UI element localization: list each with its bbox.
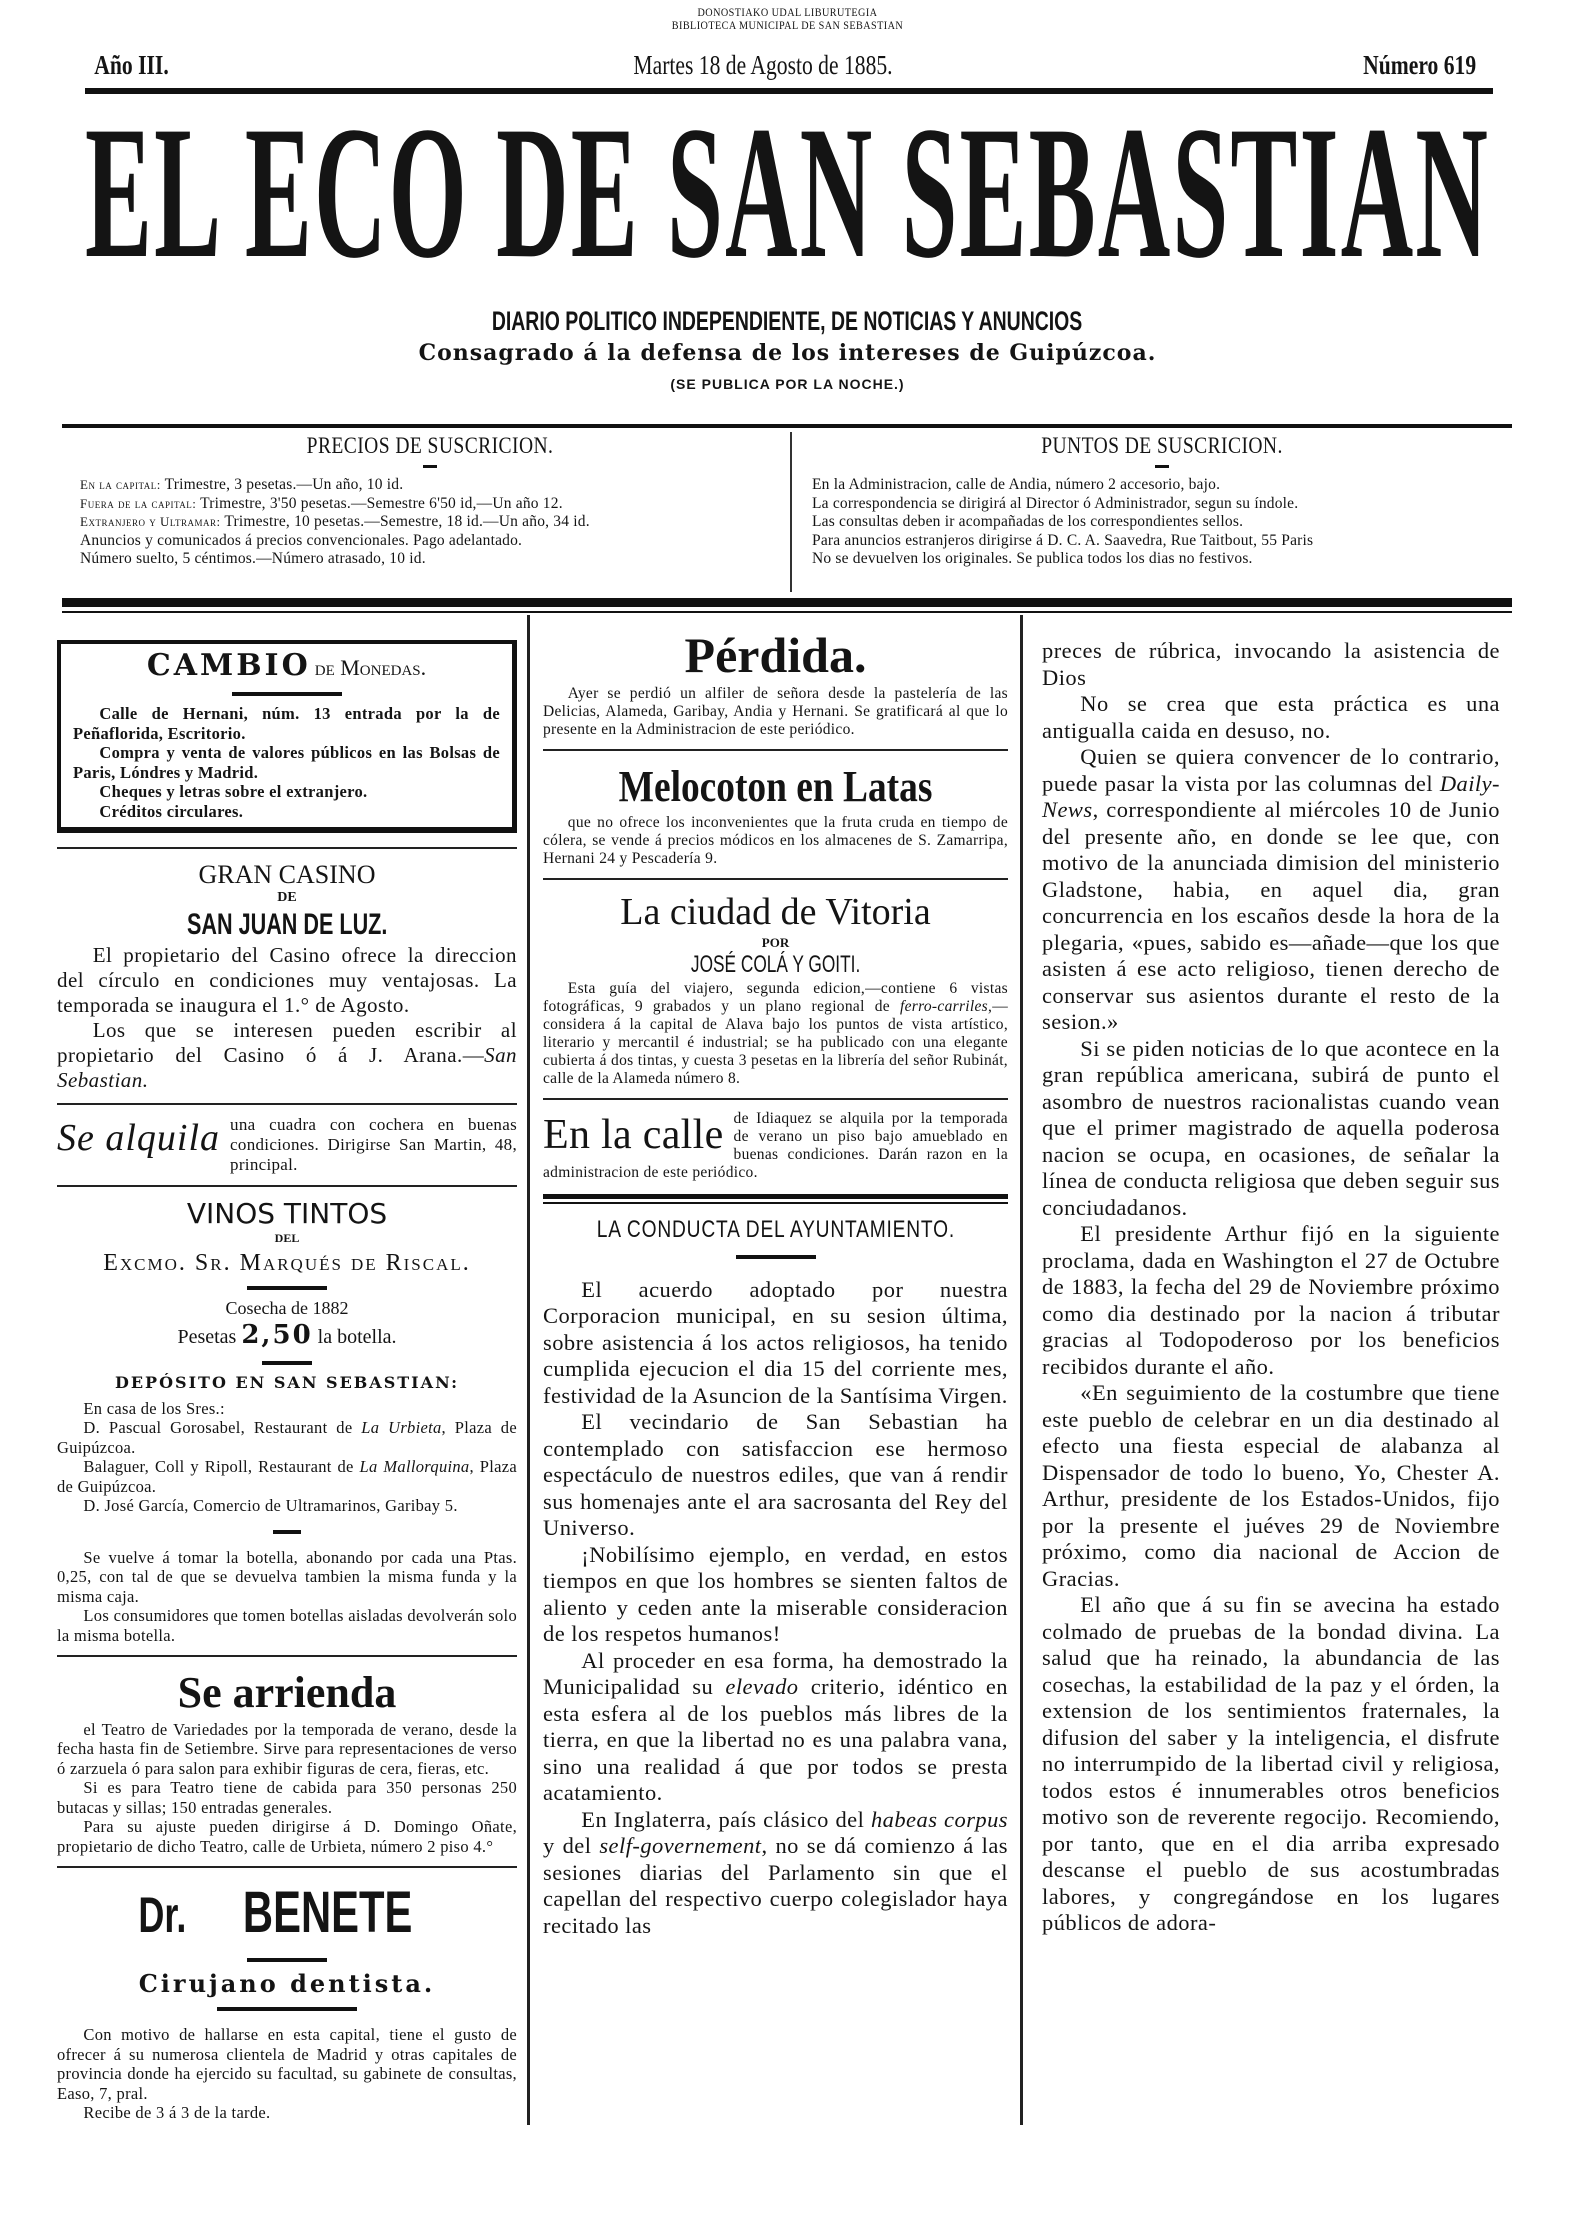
ad-vinos-deposit-title: DEPÓSITO EN SAN SEBASTIAN: [114, 1373, 460, 1393]
masthead-motto: Consagrado á la defensa de los intereses de Guipúzcoa. [418, 340, 1157, 366]
ad-benete-profession: Cirujano dentista. [138, 1969, 436, 1999]
paragraph: Si se piden noticias de lo que acontece en la gran república americana, subirá de punto el asombro de nuestros racionalistas cuando vean que el primer magistrado de aquella poderosa nacion se ocupa, en ocasiones, de señalar la línea de conducta religiosa que deben seguir sus conciudadanos. [1042, 1035, 1500, 1220]
article-title [543, 1216, 1008, 1245]
price-text: Anuncios y comunicados á precios convencionales. Pago adelantado. [80, 531, 523, 549]
paragraph: El propietario del Casino ofrece la direccion del círculo en condiciones muy ventajosas. La temporada se inaugura el 1.° de Agosto. [57, 942, 517, 1017]
ad-casino-place-text: SAN JUAN DE LUZ. [186, 907, 388, 941]
ad-cambio-heading [73, 648, 500, 684]
divider [247, 1958, 327, 1962]
paragraph: Recibe de 3 á 3 de la tarde. [83, 2103, 271, 2123]
prices-title: PRECIOS DE SUSCRICION. [306, 433, 554, 458]
divider [273, 1530, 301, 1534]
ad-benete-prefix: Dr. [138, 1887, 187, 1944]
text-run: Al proceder en esa forma, ha demostrado la Municipalidad su [543, 1647, 1008, 1700]
paragraph [543, 1648, 1008, 1807]
subtitle-text: DIARIO POLITICO INDEPENDIENTE, DE NOTICIAS Y ANUNCIOS [492, 306, 1083, 336]
price-label: En la capital: [80, 477, 161, 492]
paragraph: El año que á su fin se avecina ha estado colmado de pruebas de la bondad divina. La salud que ha reinado, la abundancia de las cosechas, la estabilidad de la paz y el órden, la extension de los sentimientos fraternales, la difusion del saber y la inteligencia, el disfrute no interrumpido de la libertad civil y religiosa, todos estos é innumerables otros beneficios motivo son de reverente regocijo. Recomiendo, por tanto, que en el dia arriba expresado descanse el pueblo de sus acostumbradas labores, y congregándose en los lugares públicos de adora- [1042, 1592, 1500, 1935]
ad-casino-text [57, 943, 517, 1093]
italic-text: Daily-News [1042, 770, 1500, 822]
paragraph [543, 980, 1008, 1088]
ad-casino-title: GRAN CASINO [198, 860, 376, 889]
issue-year: Año III. [94, 50, 169, 80]
column-divider [790, 432, 792, 592]
ad-en-la-calle-lead: En la calle [543, 1111, 724, 1158]
text-run: , Plaza de Guipúzcoa. [57, 1457, 517, 1496]
ad-vitoria-author-text: JOSÉ COLÁ Y GOITI. [690, 950, 861, 978]
subscriptions-bottom-rule [62, 598, 1512, 607]
text-run: , no se dá comienzo á las sesiones diarias del Parlamento sin que el capellan del respectivo cuerpo colegislador haya recitado las [543, 1833, 1008, 1938]
divider [736, 1255, 816, 1259]
price-line [80, 513, 780, 532]
ad-melocoton-title [543, 761, 1008, 814]
divider [57, 1866, 517, 1868]
price-line [80, 550, 780, 569]
ad-casino-place [57, 907, 517, 943]
ad-casino [57, 859, 517, 1093]
stamp-line: BIBLIOTECA MUNICIPAL DE SAN SEBASTIAN [671, 18, 904, 32]
paragraph [1042, 744, 1500, 1036]
ad-melocoton-title-text: Melocoton en Latas [618, 762, 933, 811]
paragraph: En casa de los Sres.: [83, 1398, 225, 1418]
subscriptions-top-rule [62, 424, 1512, 428]
newspaper-title: EL ECO DE SAN SEBASTIAN [85, 88, 1490, 298]
ad-arrienda-title: Se arrienda [177, 1668, 397, 1718]
text-run: En Inglaterra, país clásico del [581, 1806, 871, 1832]
italic-text: San Sebastian. [57, 1042, 517, 1092]
ad-benete-text [57, 2025, 517, 2123]
ad-vinos-price-line [57, 1319, 517, 1353]
paragraph: Los consumidores que tomen botellas aisladas devolverán solo la misma botella. [57, 1606, 517, 1645]
points-list [812, 476, 1512, 569]
paragraph: Créditos circulares. [99, 801, 244, 821]
divider [543, 878, 1008, 880]
middle-column [543, 625, 1008, 1939]
paragraph: D. José García, Comercio de Ultramarinos, Garibay 5. [83, 1496, 458, 1516]
divider [543, 1098, 1008, 1100]
issue-number: Número 619 [1362, 50, 1476, 80]
point-line: Para anuncios estranjeros dirigirse á D. C. A. Saavedra, Rue Taitbout, 55 Paris [812, 531, 1314, 549]
paragraph: que no ofrece los inconvenientes que la fruta cruda en tiempo de cólera, se vende á precios módicos en los almacenes de S. Zamarripa, Hernani 24 y Pescadería 9. [543, 813, 1008, 867]
ad-cambio-subtitle: de Monedas. [314, 655, 427, 680]
library-stamp [118, 6, 1457, 32]
paragraph: Se vuelve á tomar la botella, abonando por cada una Ptas. 0,25, con tal de que se devuelva tambien la misma funda y la misma caja. [57, 1547, 517, 1606]
divider-double [543, 1194, 1008, 1204]
point-line: En la Administracion, calle de Andia, número 2 accesorio, bajo. [812, 476, 1221, 493]
ad-se-alquila [57, 1115, 517, 1175]
paragraph: No se crea que esta práctica es una antigualla caida en desuso, no. [1042, 691, 1500, 743]
paragraph [57, 1418, 517, 1457]
ad-arrienda-text [57, 1720, 517, 1857]
points-title: PUNTOS DE SUSCRICION. [1041, 433, 1283, 458]
stamp-line: DONOSTIAKO UDAL LIBURUTEGIA [697, 5, 878, 19]
ad-benete-name: BENETE [242, 1880, 413, 1946]
ad-cambio-text [73, 704, 500, 821]
divider [543, 749, 1008, 751]
divider [247, 1286, 327, 1290]
ad-vinos-notes [57, 1548, 517, 1646]
ad-vinos-title: VINOS TINTOS [186, 1196, 388, 1230]
point-line: La correspondencia se dirigirá al Director ó Administrador, segun su índole. [812, 494, 1299, 512]
ad-perdida-text [543, 685, 1008, 739]
ad-vinos-deposit-list [57, 1399, 517, 1516]
ad-benete [57, 1878, 517, 2122]
ad-arrienda [57, 1667, 517, 1856]
italic-text: elevado [725, 1674, 799, 1700]
text-run: ,—considera á la capital de Alava bajo los puntos de vista artístico, literario y mercantil é industrial; se ha publicado con una elegante cubierta á dos tintas, y cuesta 3 pesetas en la librería del señor Rubinát, calle de la Alameda número 8. [543, 997, 1008, 1087]
divider [57, 1655, 517, 1657]
paragraph [57, 1457, 517, 1496]
ad-perdida-title: Pérdida. [684, 627, 867, 683]
paragraph [57, 1018, 517, 1093]
paragraph: Ayer se perdió un alfiler de señora desde la pastelería de las Delicias, Alameda, Garibay, Andia y Hernani. Se gratificará al que lo presente en la Administracion de este periódico. [543, 685, 1008, 738]
paragraph: el Teatro de Variedades por la temporada de verano, desde la fecha hasta fin de Setiembre. Sirve para representaciones de verso ó zarzuela ó para salon para exhibir figuras de cera, fieras, etc. [57, 1719, 517, 1778]
divider [217, 2007, 357, 2011]
price-label: Extranjero y Ultramar: [80, 514, 221, 529]
price-text: Trimestre, 10 pesetas.—Semestre, 18 id.—Un año, 34 id. [220, 513, 590, 530]
text-run: D. Pascual Gorosabel, Restaurant de [83, 1418, 362, 1438]
divider [57, 847, 517, 849]
ad-vitoria-text [543, 980, 1008, 1088]
text-run: Quien se quiera convencer de lo contrario, puede pasar la vista por las columnas del [1042, 744, 1500, 796]
price-suffix: la botella. [317, 1326, 397, 1349]
divider [262, 1361, 312, 1365]
masthead-note: (SE PUBLICA POR LA NOCHE.) [670, 376, 905, 392]
subscriptions-bottom-rule-thin [62, 611, 1512, 613]
text-run: Los que se interesen pueden escribir al propietario del Casino ó á J. Arana.— [57, 1017, 517, 1067]
masthead-subtitle [0, 305, 1575, 337]
price-value: 2,50 [241, 1320, 313, 1351]
price-label: Fuera de la capital: [80, 495, 197, 511]
paragraph: ¡Nobilísimo ejemplo, en verdad, en estos tiempos en que los hombres se sienten faltos de aliento y ceden ante la miserable consideracion de los respetos humanos! [543, 1541, 1008, 1647]
article-body [543, 1277, 1008, 1940]
italic-text: habeas corpus [870, 1806, 1009, 1832]
right-column [1042, 638, 1500, 1937]
article-title-text: LA CONDUCTA DEL AYUNTAMIENTO. [596, 1215, 955, 1243]
issue-info [85, 50, 1490, 81]
price-text: Número suelto, 5 céntimos.—Número atrasado, 10 id. [80, 550, 426, 567]
text-run: , Plaza de Guipúzcoa. [57, 1418, 517, 1457]
ad-vitoria-por: POR [761, 935, 790, 951]
price-line [80, 495, 780, 514]
subscription-prices [80, 432, 780, 569]
ad-vitoria-title: La ciudad de Vitoria [620, 890, 931, 933]
masthead [85, 84, 1490, 304]
italic-text: La Urbieta [361, 1418, 442, 1438]
ad-vinos-harvest: Cosecha de 1882 [225, 1297, 349, 1318]
text-run: y del [543, 1833, 600, 1859]
price-line [80, 476, 780, 495]
ad-vinos-del: DEL [274, 1230, 300, 1245]
ad-melocoton-text [543, 814, 1008, 868]
ad-cambio [57, 640, 517, 833]
paragraph: Calle de Hernani, núm. 13 entrada por la de Peñaflorida, Escritorio. [73, 704, 500, 743]
divider [423, 465, 437, 468]
divider [57, 1185, 517, 1187]
italic-text: La Mallorquina [359, 1457, 470, 1477]
issue-date: Martes 18 de Agosto de 1885. [633, 50, 893, 80]
divider [232, 692, 342, 696]
column-rule-left [527, 615, 530, 2125]
article-continuation [1042, 638, 1500, 1937]
ad-vitoria-author [543, 951, 1008, 980]
italic-text: ferro-carriles [900, 997, 989, 1015]
prices-list [80, 476, 780, 569]
price-line [80, 532, 780, 551]
ad-se-alquila-text: una cuadra con cochera en buenas condiciones. Dirigirse San Martin, 48, principal. [230, 1114, 517, 1174]
paragraph [543, 1807, 1008, 1940]
paragraph: El vecindario de San Sebastian ha contemplado con satisfaccion ese hermoso espectáculo de nuestros ediles, que van á rendir sus homenajes ante el ara sacrosanta del Rey del Universo. [543, 1409, 1008, 1541]
paragraph: Para su ajuste pueden dirigirse á D. Domingo Oñate, propietario de dicho Teatro, calle de Urbieta, número 2 piso 4.° [57, 1817, 517, 1856]
ad-benete-title [57, 1878, 517, 1950]
column-rule-right [1020, 615, 1023, 2125]
text-run: Esta guía del viajero, segunda edicion,—contiene 6 vistas fotográficas, 9 grabados y un plano regional de [543, 979, 1008, 1015]
ad-se-alquila-lead: Se alquila [57, 1116, 221, 1159]
text-run: criterio, idéntico en esta esfera al de los pueblos más libres de la tierra, en que la libertad no es una palabra vana, sino una realidad á que por todos se presta acatamiento. [543, 1674, 1008, 1806]
ad-casino-de: DE [277, 890, 297, 906]
point-line: No se devuelven los originales. Se publica todos los dias no festivos. [812, 550, 1253, 567]
ad-vinos [57, 1197, 517, 1645]
divider [1155, 465, 1169, 468]
paragraph: Cheques y letras sobre el extranjero. [99, 782, 368, 801]
ad-cambio-title: CAMBIO [146, 648, 311, 683]
price-text: Trimestre, 3 pesetas.—Un año, 10 id. [160, 476, 404, 493]
paragraph: Con motivo de hallarse en esta capital, tiene el gusto de ofrecer á su numerosa clientela de Madrid y otras capitales de provincia donde ha ejercido su facultad, su gabinete de consultas, Easo, 7, pral. [57, 2025, 517, 2103]
paragraph: El acuerdo adoptado por nuestra Corporacion municipal, en su sesion última, sobre asistencia á los actos religiosos, ha tenido cumplida ejecucion el dia 15 del corriente mes, festividad de la Asuncion de la Santísima Virgen. [543, 1276, 1008, 1408]
price-prefix: Pesetas [177, 1326, 237, 1349]
text-run: , correspondiente al miércoles 10 de Junio del presente año, en donde se lee que, con motivo de la anunciada dimision del ministerio Gladstone, habia, en aquel dia, gran concurrencia en los escaños desde la hora de la plegaria, «pues, sabido es—añade—que los que asisten á ese acto religioso, tienen derecho de conservar sus asientos durante el resto de la sesion.» [1042, 797, 1500, 1034]
paragraph: «En seguimiento de la costumbre que tiene este pueblo de celebrar en un dia destinado al efecto una fiesta especial de alabanza al Dispensador de todo lo bueno, Yo, Chester A. Arthur, presidente de los Estados-Unidos, fijo por la presente el juéves 29 de Noviembre próximo, como dia nacional de Accion de Gracias. [1042, 1380, 1500, 1591]
price-text: Trimestre, 3'50 pesetas.—Semestre 6'50 id,—Un año 12. [196, 494, 563, 512]
paragraph: preces de rúbrica, invocando la asistencia de Dios [1042, 638, 1500, 690]
point-line: Las consultas deben ir acompañadas de los correspondientes sellos. [812, 513, 1244, 530]
italic-text: self-governement [599, 1833, 762, 1859]
subscription-points [812, 432, 1512, 569]
paragraph: Compra y venta de valores públicos en las Bolsas de Paris, Lóndres y Madrid. [73, 743, 500, 782]
divider [57, 1103, 517, 1105]
left-column [57, 640, 517, 2123]
ad-en-la-calle-text: de Idiaquez se alquila por la temporada de verano un piso bajo amueblado en buenas condiciones. Darán razon en la administracion de este periódico. [543, 1109, 1008, 1181]
ad-vinos-owner: Excmo. Sr. Marqués de Riscal. [103, 1249, 471, 1276]
paragraph: Si es para Teatro tiene de cabida para 350 personas 250 butacas y sillas; 150 entradas generales. [57, 1778, 517, 1817]
ad-en-la-calle [543, 1110, 1008, 1182]
text-run: Balaguer, Coll y Ripoll, Restaurant de [83, 1457, 360, 1477]
paragraph: El presidente Arthur fijó en la siguiente proclama, dada en Washington el 27 de Octubre de 1883, la fecha del 29 de Noviembre próximo como dia destinado por la nacion á tributar gracias al Todopoderoso por los beneficios recibidos durante el año. [1042, 1221, 1500, 1379]
